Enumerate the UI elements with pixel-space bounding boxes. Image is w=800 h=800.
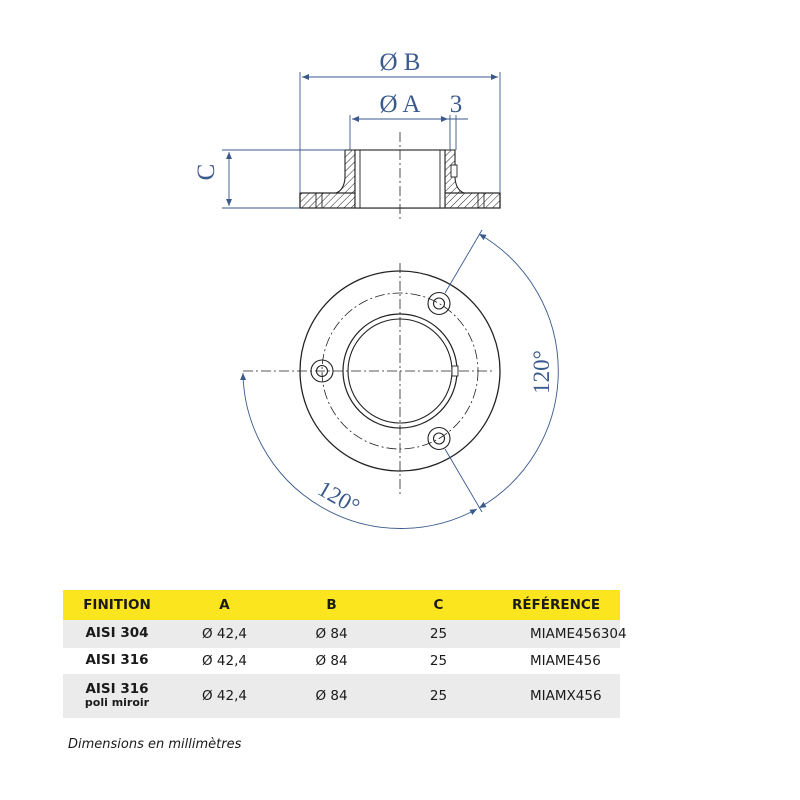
cell-b: Ø 84 xyxy=(278,620,385,648)
cell-finition xyxy=(63,674,171,718)
cell-b: Ø 84 xyxy=(278,674,385,718)
cell-a: Ø 42,4 xyxy=(171,648,278,674)
table-row xyxy=(63,620,620,648)
cell-reference: MIAME456 xyxy=(492,648,620,674)
finition-label: AISI 316 xyxy=(85,652,149,669)
label-diam-a: Ø A xyxy=(379,91,421,118)
table-row xyxy=(63,648,620,674)
set-screw-notch xyxy=(452,366,458,376)
angle-extension-top xyxy=(445,230,482,293)
set-screw-hole xyxy=(451,165,457,177)
header-b: B xyxy=(278,590,385,620)
spec-table xyxy=(63,590,627,718)
section-hatch-right xyxy=(445,150,500,208)
cell-a: Ø 42,4 xyxy=(171,674,278,718)
cell-a: Ø 42,4 xyxy=(171,620,278,648)
label-angle-right: 120° xyxy=(529,350,554,394)
label-height: C xyxy=(193,163,220,181)
label-diam-b: Ø B xyxy=(379,49,421,76)
header-reference: RÉFÉRENCE xyxy=(492,590,620,620)
angle-arc-bottom xyxy=(243,373,477,528)
cell-c: 25 xyxy=(385,674,492,718)
finition-label: AISI 304 xyxy=(85,625,149,642)
label-angle-bottom: 120° xyxy=(313,475,364,520)
label-wall: 3 xyxy=(449,91,463,118)
table-row xyxy=(63,674,620,718)
bolt-hole-top xyxy=(428,293,450,315)
cell-finition xyxy=(63,648,171,674)
top-view xyxy=(243,263,500,495)
cell-b: Ø 84 xyxy=(278,648,385,674)
header-finition: FINITION xyxy=(63,590,171,620)
angle-extension-bottom xyxy=(445,449,482,512)
header-c: C xyxy=(385,590,492,620)
table-header-row xyxy=(63,590,620,620)
cell-reference: MIAMX456 xyxy=(492,674,620,718)
side-view xyxy=(300,132,500,220)
header-a: A xyxy=(171,590,278,620)
finition-label: AISI 316 xyxy=(85,680,149,697)
units-note: Dimensions en millimètres xyxy=(68,737,242,752)
section-hatch-left xyxy=(300,150,355,208)
angle-dimensions xyxy=(243,230,558,528)
cell-c: 25 xyxy=(385,620,492,648)
cell-c: 25 xyxy=(385,648,492,674)
cell-reference: MIAME456304 xyxy=(492,620,620,648)
cell-finition xyxy=(63,620,171,648)
finition-sublabel: poli miroir xyxy=(84,696,150,710)
